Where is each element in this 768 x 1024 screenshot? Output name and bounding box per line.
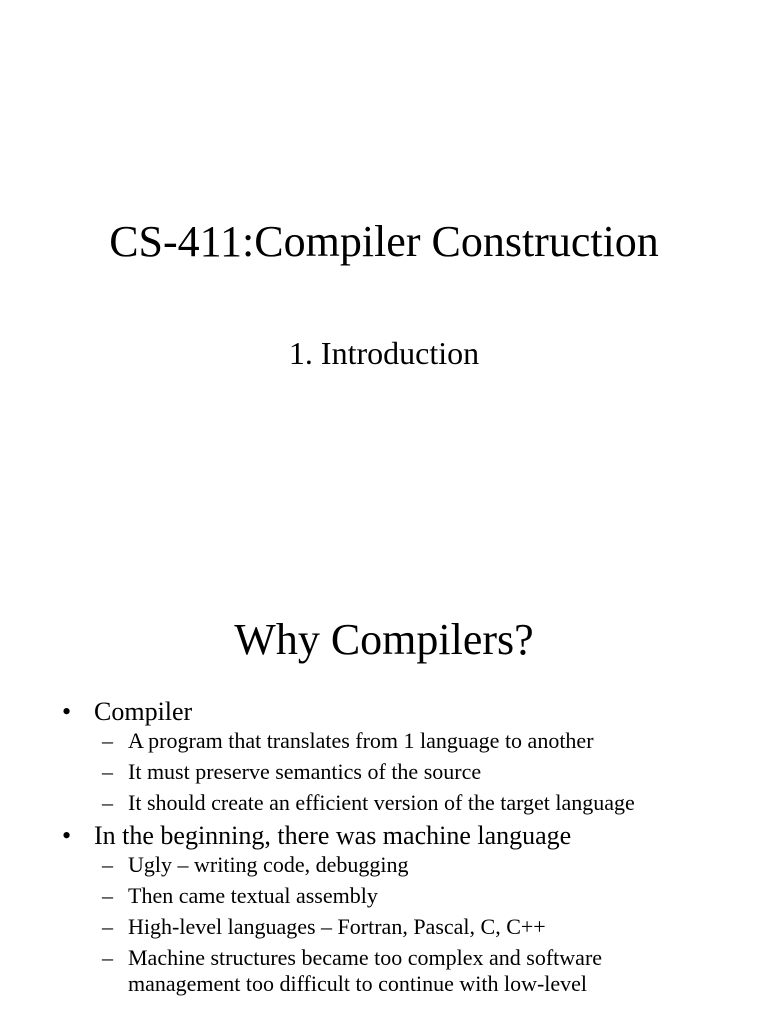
sub-bullet-item (0, 945, 768, 997)
bullet-item (0, 697, 768, 816)
sub-bullet-marker: – (102, 790, 113, 815)
sub-bullet-marker: – (102, 945, 113, 970)
sub-bullet-marker: – (102, 852, 113, 877)
slide-subtitle: 1. Introduction (288, 335, 480, 371)
slide-title: CS-411:Compiler Construction (109, 217, 659, 266)
bullet-text: Compiler (94, 697, 193, 726)
bullet-text: In the beginning, there was machine language (94, 821, 572, 850)
sub-bullet-item (0, 790, 768, 816)
sub-bullet-text: Machine structures became too complex and software management too difficult to continue with low-level (128, 945, 603, 996)
sub-bullet-marker: – (102, 728, 113, 753)
slide-2 (0, 576, 768, 1024)
sub-bullet-list (94, 728, 768, 816)
sub-bullet-item (0, 914, 768, 940)
sub-bullet-text: High-level languages – Fortran, Pascal, C, C++ (128, 914, 546, 939)
sub-bullet-item (0, 759, 768, 785)
sub-bullet-text: It must preserve semantics of the source (128, 759, 482, 784)
sub-bullet-item (0, 852, 768, 878)
sub-bullet-marker: – (102, 914, 113, 939)
sub-bullet-item (0, 728, 768, 754)
bullet-item (0, 821, 768, 997)
sub-bullet-marker: – (102, 883, 113, 908)
bullet-marker: • (62, 697, 72, 726)
bullet-marker: • (62, 821, 72, 850)
sub-bullet-text: It should create an efficient version of the target language (128, 790, 635, 815)
sub-bullet-list (94, 852, 768, 997)
sub-bullet-marker: – (102, 759, 113, 784)
bullet-list (0, 697, 768, 1002)
sub-bullet-text: A program that translates from 1 language to another (128, 728, 594, 753)
sub-bullet-item (0, 883, 768, 909)
sub-bullet-text: Ugly – writing code, debugging (128, 852, 409, 877)
sub-bullet-text: Then came textual assembly (128, 883, 378, 908)
slide-title: Why Compilers? (234, 615, 534, 664)
